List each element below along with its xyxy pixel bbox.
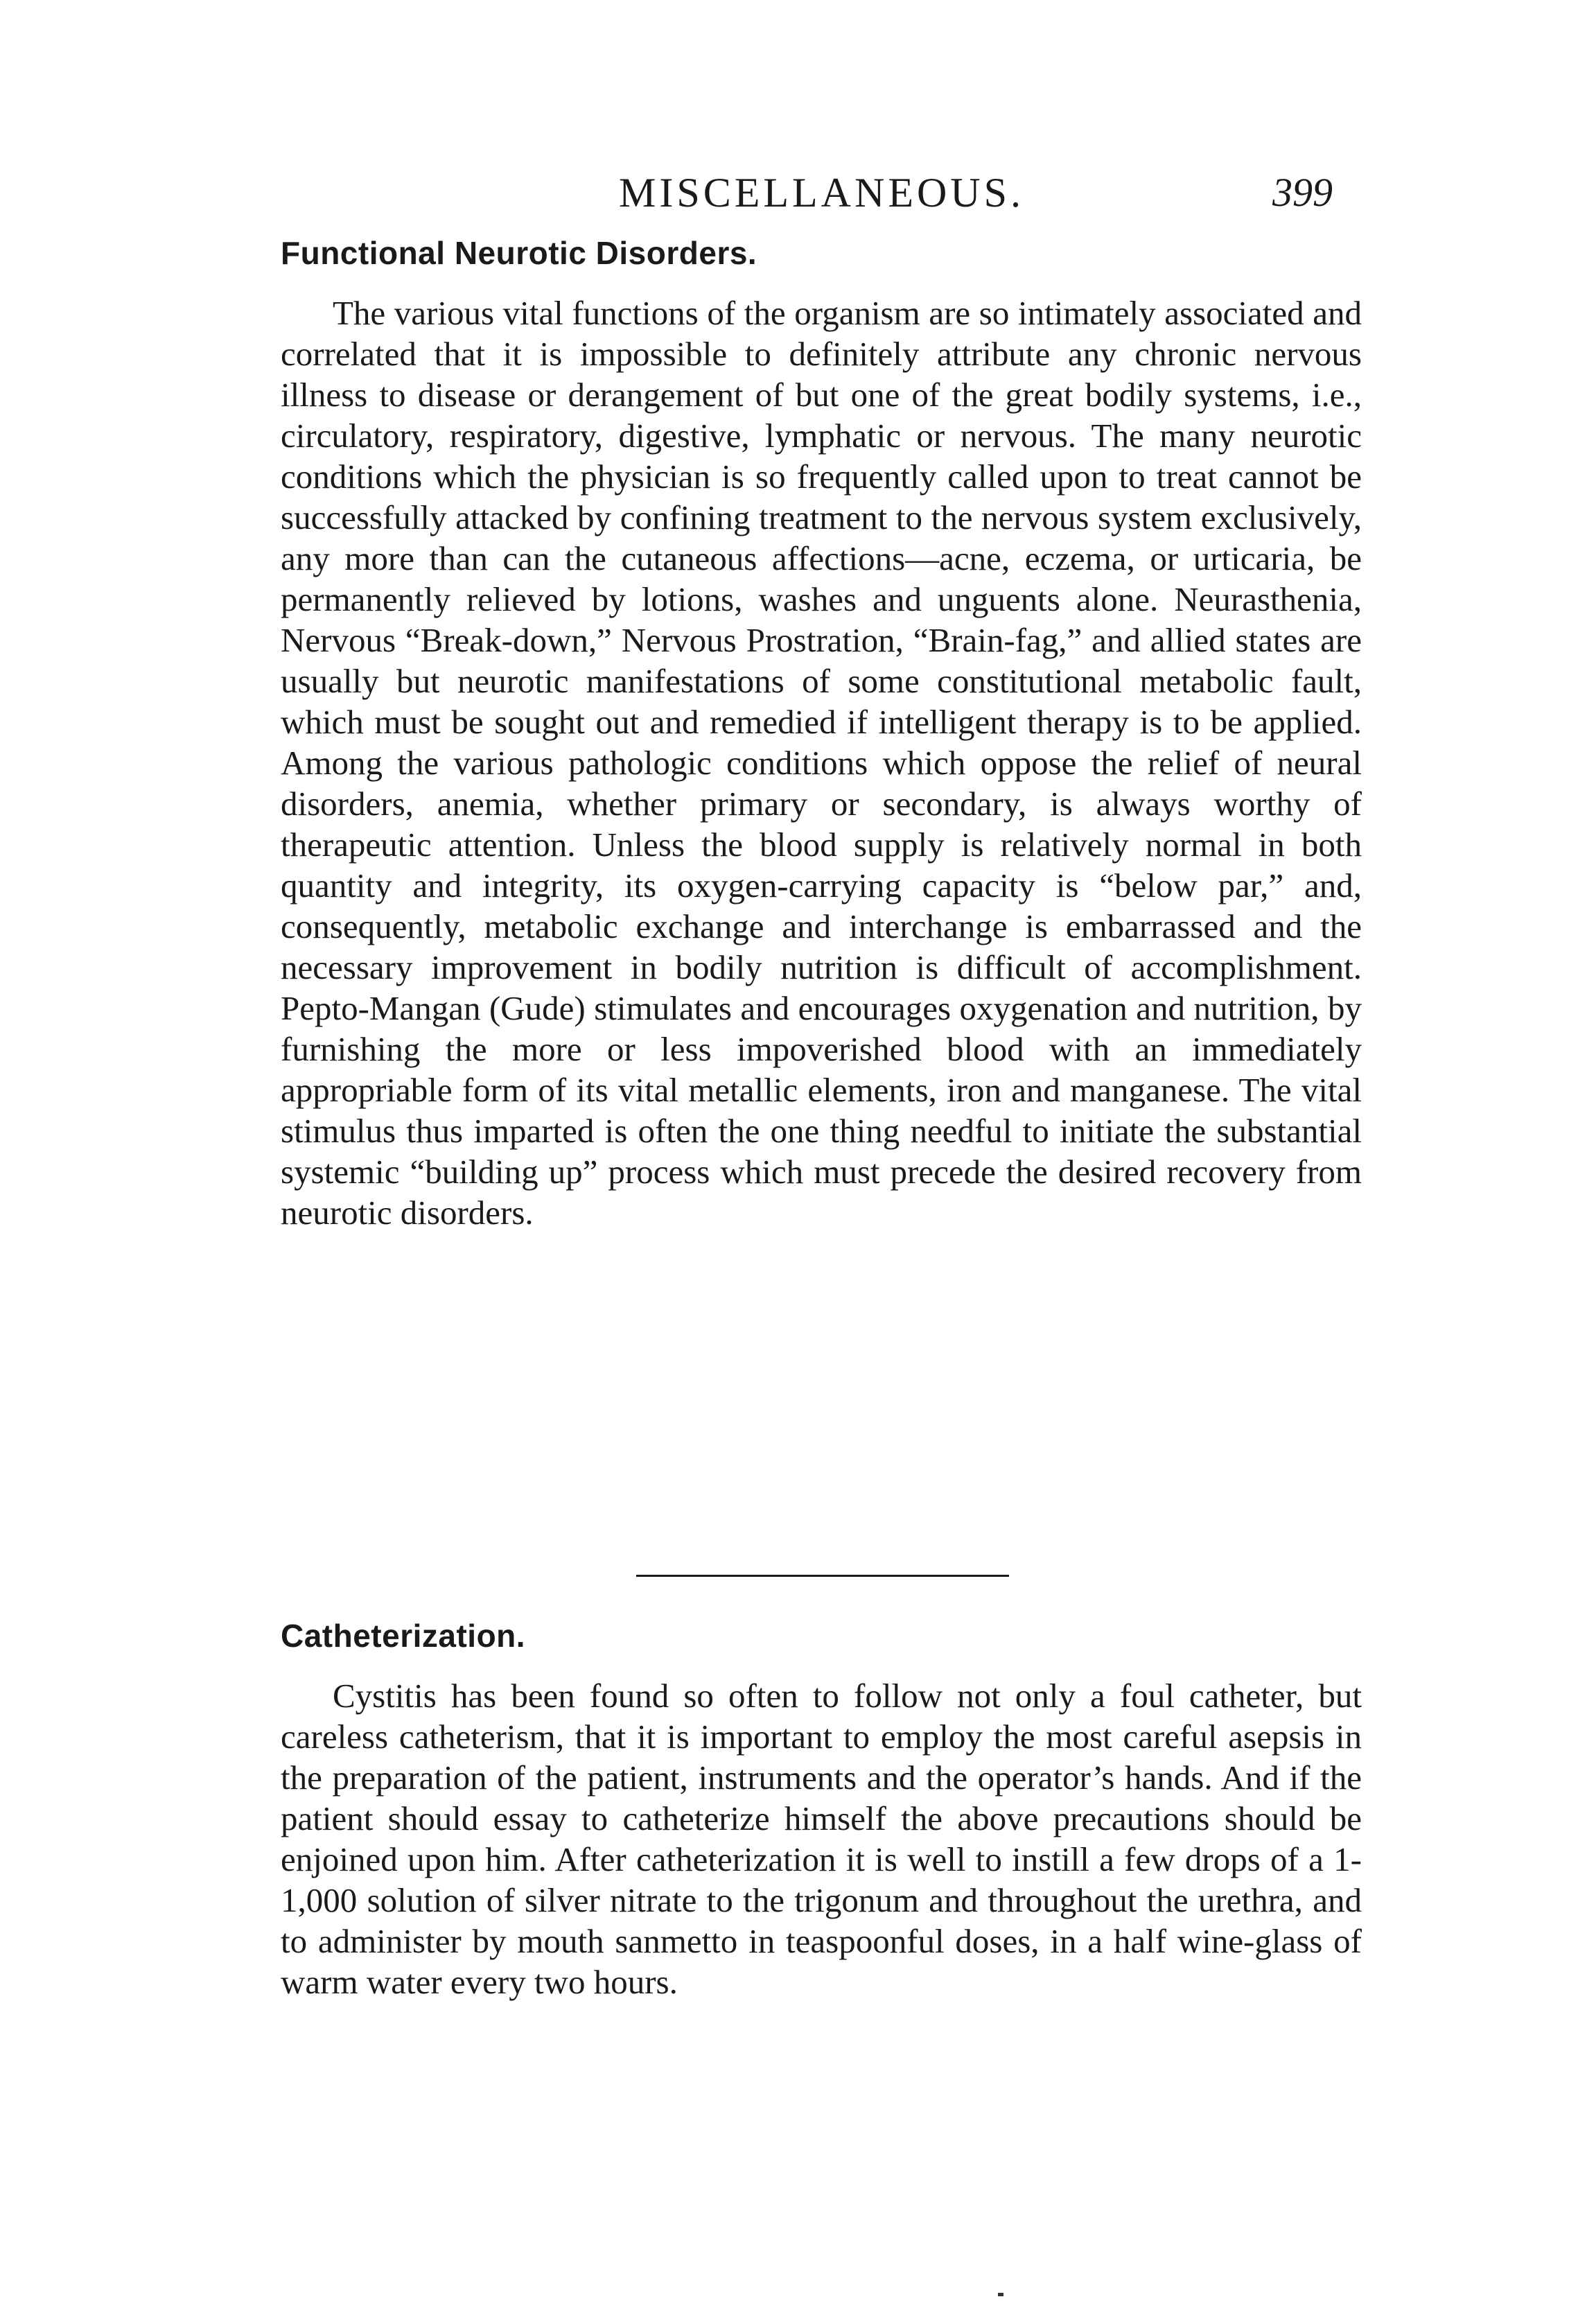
section-heading: Catheterization. bbox=[281, 1618, 526, 1654]
section-functional-neurotic-disorders bbox=[281, 229, 1362, 1233]
section-divider bbox=[636, 1575, 1009, 1577]
running-title: MISCELLANEOUS. bbox=[619, 170, 1025, 216]
section-body: Cystitis has been found so often to follow not only a foul catheter, but careless catheterism, that it is important to employ the most careful asepsis in the preparation of the patient, instruments and the operator’s hands. And if the patient should essay to catheterize himself the above precautions should be enjoined upon him. After catheterization it is well to instill a few drops of a 1-1,000 solution of silver nitrate to the trigonum and throughout the urethra, and to administer by mouth sanmetto in teaspoonful doses, in a half wine-glass of warm water every two hours. bbox=[281, 1677, 1362, 2001]
section-catheterization bbox=[281, 1611, 1362, 2002]
page-number: 399 bbox=[1272, 170, 1333, 215]
running-head bbox=[0, 165, 1578, 220]
section-body: The various vital functions of the organism are so intimately associated and correlated that it is impossible to definitely attribute any chronic nervous illness to disease or derangement of but one of the great bodily systems, i.e., circulatory, respiratory, digestive, lymphatic or nervous. The many neurotic conditions which the physician is so frequently called upon to treat cannot be successfully attacked by confining treatment to the nervous system exclusively, any more than can the cutaneous affections—acne, eczema, or urticaria, be permanently relieved by lotions, washes and unguents alone. Neurasthenia, Nervous “Break-down,” Nervous Prostration, “Brain-fag,” and allied states are usually but neurotic manifestations of some constitutional metabolic fault, which must be sought out and remedied if intelligent therapy is to be applied. Among the various pathologic conditions which oppose the relief of neural disorders, anemia, whether primary or secondary, is always worthy of therapeutic attention. Unless the blood supply is relatively normal in both quantity and integrity, its oxygen-carrying capacity is “below par,” and, consequently, metabolic exchange and interchange is embarrassed and the necessary improvement in bodily nutrition is difficult of accomplishment. Pepto-Mangan (Gude) stimulates and encourages oxygenation and nutrition, by furnishing the more or less impoverished blood with an immediately appropriable form of its vital metallic elements, iron and manganese. The vital stimulus thus imparted is often the one thing needful to initiate the substantial systemic “building up” process which must precede the desired recovery from neurotic disorders. bbox=[281, 294, 1362, 1232]
section-heading: Functional Neurotic Disorders. bbox=[281, 235, 757, 271]
print-speck bbox=[998, 2293, 1003, 2296]
